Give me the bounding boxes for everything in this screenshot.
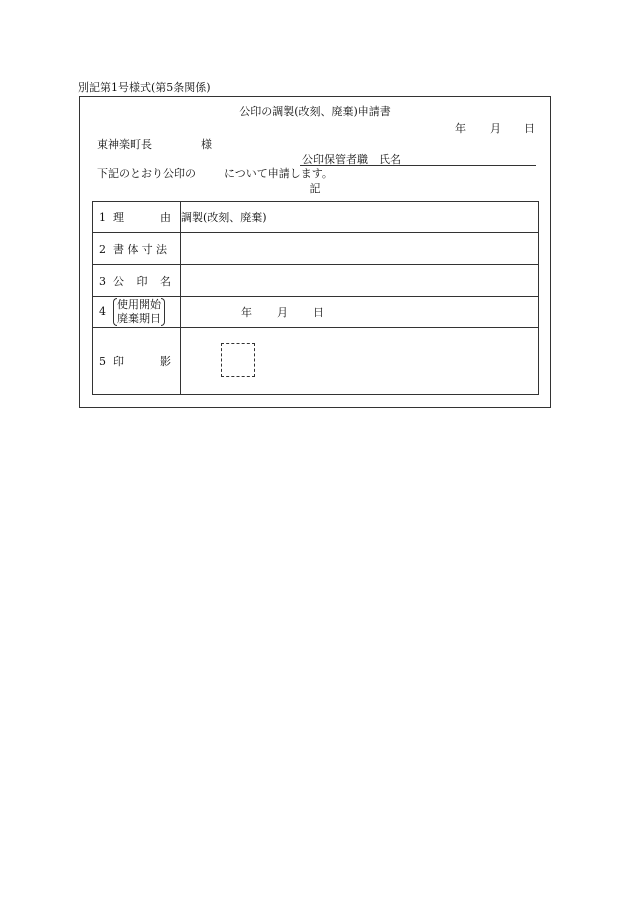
honorific: 様 <box>201 138 212 151</box>
row-number: 1 <box>99 211 106 224</box>
table-row <box>93 233 539 265</box>
table-row <box>93 328 539 395</box>
date-year-label: 年 <box>455 122 466 135</box>
date-day-label: 日 <box>524 122 535 135</box>
request-part2: について申請します。 <box>224 167 333 180</box>
row-label: 書体寸法 <box>113 242 167 256</box>
row-number: 3 <box>99 274 106 288</box>
seal-name-value <box>181 265 539 297</box>
row-number: 4 <box>99 305 106 318</box>
seal-impression-box <box>221 343 255 377</box>
detail-table <box>92 201 539 395</box>
table-row <box>93 297 539 328</box>
form-number-label: 別記第1号様式(第5条関係) <box>78 81 211 94</box>
addressee: 東神楽町長 <box>97 138 152 151</box>
table-row <box>93 265 539 297</box>
row-label-cell <box>93 328 181 395</box>
signature-line <box>300 165 536 166</box>
date-month-label: 月 <box>277 306 288 319</box>
row-label: 理由 <box>113 211 171 224</box>
date-month-label: 月 <box>490 122 501 135</box>
label-line: 使用開始 <box>117 298 161 311</box>
reason-value: 調製(改刻、廃棄) <box>181 202 539 233</box>
seal-holder-label: 公印保管者職 氏名 <box>302 153 401 166</box>
request-part1: 下記のとおり公印の <box>97 167 196 180</box>
label-line: 廃棄期日 <box>117 312 161 325</box>
table-row <box>93 202 539 233</box>
row-label: 印影 <box>113 355 171 368</box>
row-label-cell <box>93 202 181 233</box>
row-number: 5 <box>99 355 106 368</box>
date-value <box>181 297 539 328</box>
font-size-value <box>181 233 539 265</box>
date-day-label: 日 <box>313 306 324 319</box>
document-title: 公印の調製(改刻、廃棄)申請書 <box>239 105 391 118</box>
row-label: 公印名 <box>113 274 171 288</box>
row-label-cell <box>93 233 181 265</box>
bracketed-label <box>113 298 165 326</box>
ki-heading: 記 <box>309 182 321 195</box>
row-label-cell <box>93 265 181 297</box>
request-sentence <box>97 168 333 179</box>
date-year-label: 年 <box>241 306 252 319</box>
row-number: 2 <box>99 242 106 256</box>
row-label-cell <box>93 297 181 328</box>
